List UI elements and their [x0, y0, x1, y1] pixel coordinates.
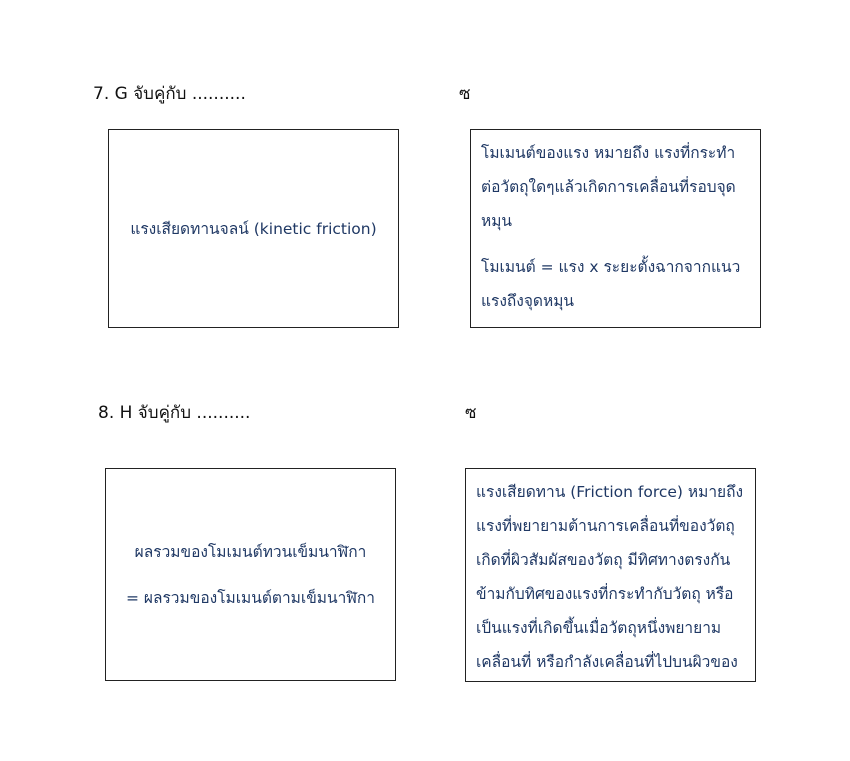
q8-formula-card — [105, 468, 396, 681]
q7-definition-line: ต่อวัตถุใดๆแล้วเกิดการเคลื่อนที่รอบจุด — [481, 178, 736, 196]
q8-definition-line: เคลื่อนที่ หรือกำลังเคลื่อนที่ไปบนผิวของ — [476, 653, 738, 671]
q8-formula-line: = ผลรวมของโมเมนต์ตามเข็มนาฬิกา — [125, 588, 375, 607]
q8-formula-line: ผลรวมของโมเมนต์ทวนเข็มนาฬิกา — [134, 542, 367, 561]
q7-term-card — [108, 129, 399, 328]
q8-definition-line: เป็นแรงที่เกิดขึ้นเมื่อวัตถุหนึ่งพยายาม — [476, 619, 722, 637]
q8-definition-line: ข้ามกับทิศของแรงที่กระทำกับวัตถุ หรือ — [476, 585, 734, 603]
q7-definition-line: แรงถึงจุดหมุน — [481, 292, 575, 310]
question-7-label: 7. G จับคู่กับ .......... — [93, 84, 246, 104]
question-8-answer: ซ — [465, 403, 477, 423]
q7-definition-card — [470, 129, 761, 328]
q7-definition-line: หมุน — [481, 212, 513, 230]
q7-term-text: แรงเสียดทานจลน์ (kinetic friction) — [130, 219, 377, 238]
q8-definition-card — [465, 468, 756, 682]
q8-definition-line: เกิดที่ผิวสัมผัสของวัตถุ มีทิศทางตรงกัน — [476, 551, 731, 569]
q8-definition-line: แรงที่พยายามต้านการเคลื่อนที่ของวัตถุ — [476, 517, 735, 535]
q8-definition-line: แรงเสียดทาน (Friction force) หมายถึง — [476, 483, 744, 501]
q7-definition-line: โมเมนต์ของแรง หมายถึง แรงที่กระทำ — [481, 144, 736, 162]
question-7-answer: ซ — [459, 84, 471, 104]
q7-definition-line: โมเมนต์ = แรง x ระยะตั้งฉากจากแนว — [481, 258, 741, 276]
question-8-label: 8. H จับคู่กับ .......... — [98, 403, 251, 423]
